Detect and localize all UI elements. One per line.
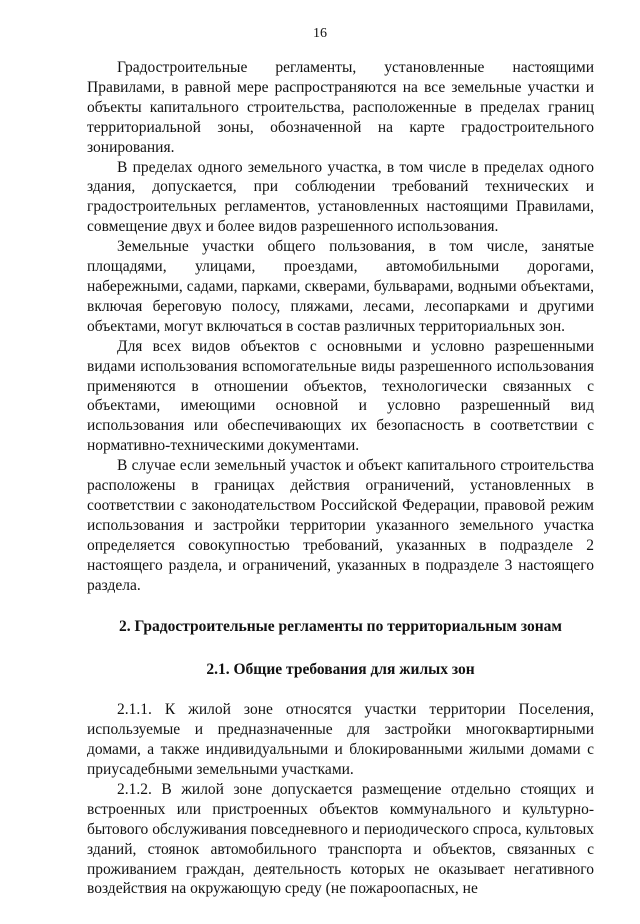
paragraph-restrictions: В случае если земельный участок и объект капитального строительства расположены в границах действия ограничений, установленных в соответствии с законодательством Российской Федерации, правовой режим использования и застройки территории указанного земельного участка определяется совокупностью требований, указанных в подразделе 2 настоящего раздела, и ограничений, указанных в подразделе 3 настоящего раздела. (87, 457, 594, 594)
clause-2-1-1: 2.1.1. К жилой зоне относятся участки территории Поселения, используемые и предназначенные для застройки многоквартирными домами, а также индивидуальными и блокированными жилыми домами с приусадебными земельными участками. (87, 701, 594, 778)
document-body (87, 58, 594, 899)
paragraph-combined-use: В пределах одного земельного участка, в том числе в пределах одного здания, допускается, при соблюдении требований технических и градостроительных регламентов, установленных настоящими Правилами, совмещение двух и более видов разрешенного использования. (87, 158, 594, 236)
page-number: 16 (313, 26, 327, 41)
paragraph-auxiliary-use: Для всех видов объектов с основными и условно разрешенными видами использования вспомогательные виды разрешенного использования применяются в отношении объектов, технологически связанных с объектами, имеющими основной и условно разрешенный вид использования или обеспечивающих их безопасность в соответствии с нормативно-техническими документами. (87, 337, 594, 455)
section-heading: 2. Градостроительные регламенты по территориальным зонам (119, 618, 562, 636)
paragraph-regulations-scope: Градостроительные регламенты, установленные настоящими Правилами, в равной мере распространяются на все земельные участки и объекты капитального строительства, расположенные в пределах границ территориальной зоны, обозначенной на карте градостроительного зонирования. (87, 59, 594, 156)
paragraph-public-land: Земельные участки общего пользования, в том числе, занятые площадями, улицами, проездами, автомобильными дорогами, набережными, садами, парками, скверами, бульварами, водными объектами, включая береговую полосу, пляжами, лесами, лесопарками и другими объектами, могут включаться в состав различных территориальных зон. (87, 238, 594, 335)
subsection-heading: 2.1. Общие требования для жилых зон (206, 661, 475, 679)
clause-2-1-2: 2.1.2. В жилой зоне допускается размещение отдельно стоящих и встроенных или пристроенных объектов коммунального и культурно-бытового обслуживания повседневного и периодического спроса, культовых зданий, стоянок автомобильного транспорта и объектов, связанных с проживанием граждан, деятельность которых не оказывает негативного воздействия на окружающую среду (не пожароопасных, не (87, 780, 594, 898)
